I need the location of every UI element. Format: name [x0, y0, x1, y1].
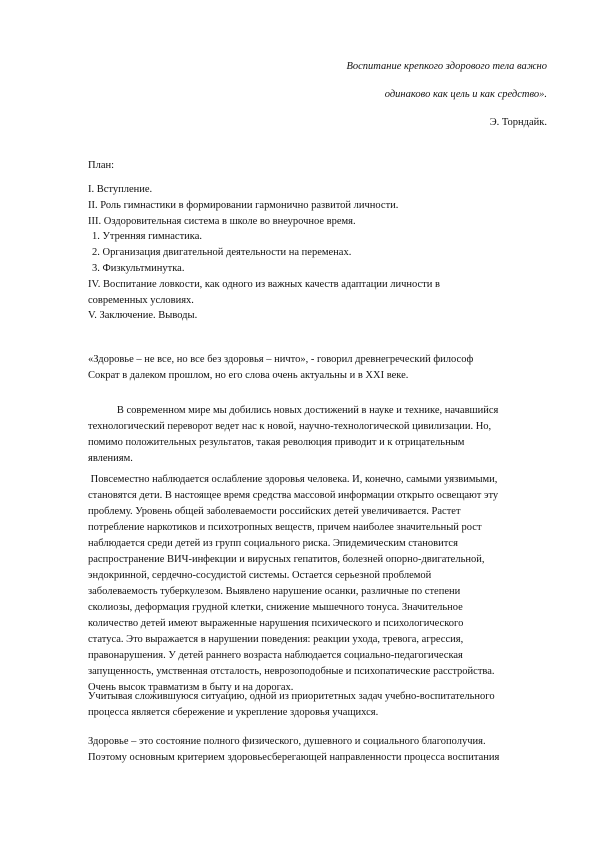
- text-line: проблему. Уровень общей заболеваемости российских детей увеличивается. Растет: [88, 506, 461, 517]
- text-line: эндокринной, сердечно-сосудистой системы. Остается серьезной проблемой: [88, 570, 432, 581]
- text-line: заболеваемость туберкулезом. Выявлено нарушение осанки, различные по степени: [88, 586, 461, 597]
- plan-item: I. Вступление.: [88, 184, 153, 195]
- text-line: Поэтому основным критерием здоровьесберегающей направленности процесса воспитания: [88, 752, 500, 763]
- epigraph-line-1: Воспитание крепкого здорового тела важно: [346, 61, 547, 72]
- plan-item: II. Роль гимнастики в формировании гармонично развитой личности.: [88, 199, 399, 211]
- text-line: В современном мире мы добились новых достижений в науке и технике, начавшийся: [88, 405, 499, 416]
- text-line: становятся дети. В настоящее время средства массовой информации открыто освещают эту: [88, 490, 499, 501]
- text-line: запущенность, умственная отсталость, неврозоподобные и психопатические расстройства.: [88, 666, 495, 677]
- paragraph-health-definition: [88, 734, 550, 766]
- text-line: потребление наркотиков и психотропных веществ, причем наиболее значительный рост: [88, 522, 482, 533]
- text-line: «Здоровье – не все, но все без здоровья – ничто», - говорил древнегреческий философ: [88, 354, 474, 365]
- text-line: распространение ВИЧ-инфекции и вирусных гепатитов, болезней опорно-двигательной,: [88, 554, 485, 565]
- plan-title: План:: [88, 160, 115, 171]
- text-line: Повсеместно наблюдается ослабление здоровья человека. И, конечно, самыми уязвимыми,: [88, 474, 498, 485]
- paragraph-health-decline: [88, 472, 550, 696]
- paragraph-modern-world: [88, 403, 550, 467]
- plan-item: V. Заключение. Выводы.: [88, 310, 198, 322]
- text-line: количество детей имеют выраженные нарушения психического и психологического: [88, 618, 464, 629]
- plan-item: III. Оздоровительная система в школе во внеурочное время.: [88, 215, 356, 227]
- text-line: статуса. Это выражается в нарушении поведения: реакции ухода, тревога, агрессия,: [88, 634, 464, 645]
- text-line: Учитывая сложившуюся ситуацию, одной из приоритетных задач учебно-воспитательного: [88, 691, 495, 702]
- plan-item: современных условиях.: [88, 294, 194, 306]
- text-line: явлениям.: [88, 453, 133, 464]
- text-line: помимо положительных результатов, такая революция приводит и к отрицательным: [88, 437, 465, 448]
- plan-list: [88, 182, 440, 324]
- text-line: технологический переворот ведет нас к новой, научно-технологической цивилизации. Но,: [88, 421, 492, 432]
- text-line: процесса является сбережение и укрепление здоровья учащихся.: [88, 707, 379, 718]
- epigraph-line-2: одинаково как цель и как средство».: [384, 89, 547, 100]
- plan-subitem: 2. Организация двигательной деятельности на переменах.: [92, 247, 352, 259]
- paragraph-socrates: [88, 352, 550, 384]
- text-line: Сократ в далеком прошлом, но его слова очень актуальны и в XXI веке.: [88, 370, 409, 381]
- text-line: сколиозы, деформация грудной клетки, снижение мышечного тонуса. Значительное: [88, 602, 463, 613]
- text-line: наблюдается среди детей из групп социального риска. Эпидемическим становится: [88, 538, 458, 549]
- plan-subitem: 1. Утренняя гимнастика.: [92, 231, 203, 243]
- text-line: правонарушения. У детей раннего возраста наблюдается социально-педагогическая: [88, 650, 463, 661]
- text-line: Очень высок травматизм в быту и на дорогах.: [88, 682, 294, 693]
- paragraph-priority-task: [88, 689, 550, 721]
- text-line: Здоровье – это состояние полного физического, душевного и социального благополучия.: [88, 736, 486, 747]
- plan-subitem: 3. Физкультминутка.: [92, 262, 185, 274]
- epigraph-author: Э. Торндайк.: [489, 117, 547, 128]
- plan-item: IV. Воспитание ловкости, как одного из важных качеств адаптации личности в: [88, 278, 440, 290]
